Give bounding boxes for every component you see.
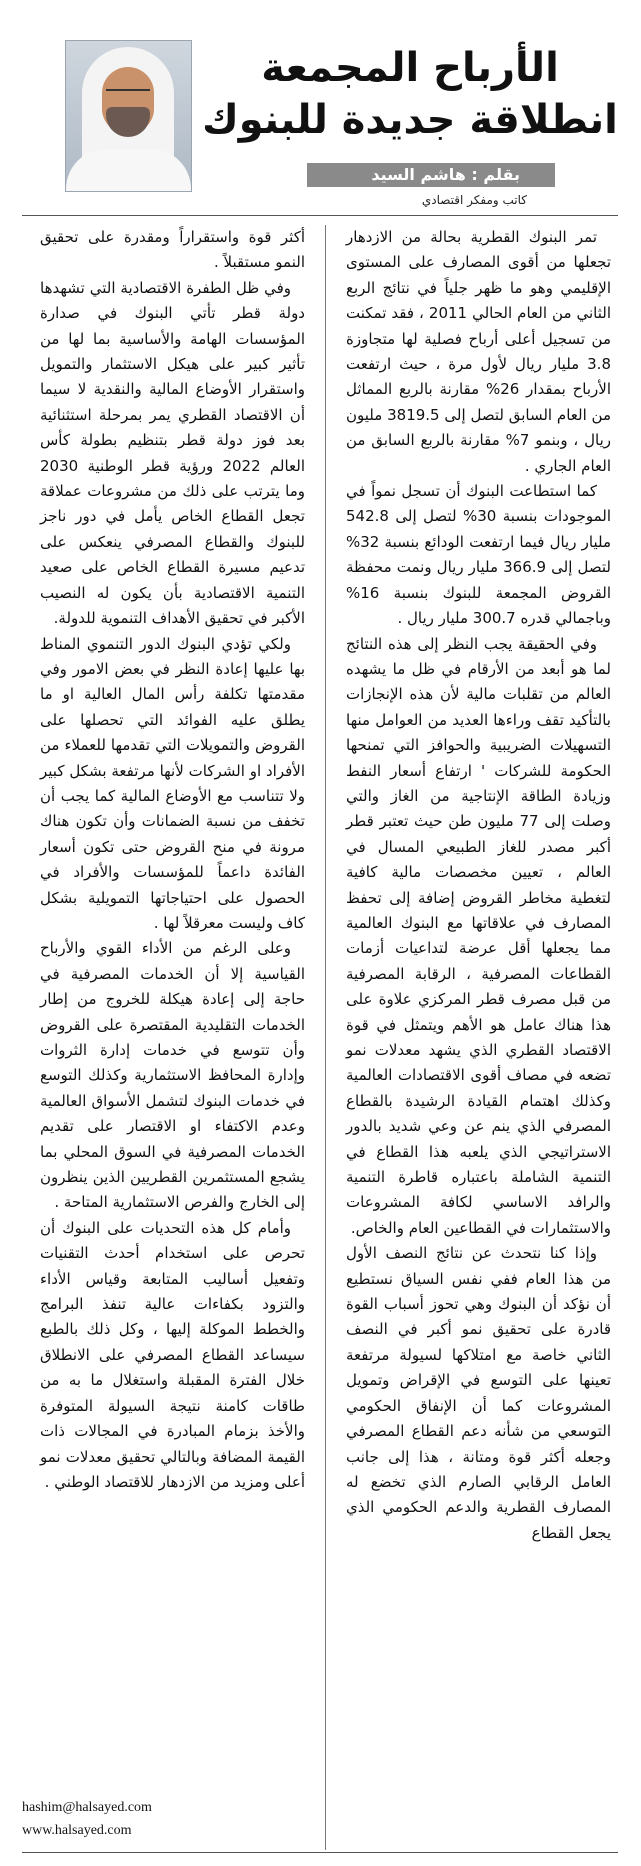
author-byline: بقلم : هاشم السيد — [371, 165, 520, 184]
column-divider — [325, 225, 326, 1850]
article-column-left — [40, 225, 305, 1495]
paragraph: ولكي تؤدي البنوك الدور التنموي المناط بها عليها إعادة النظر في بعض الامور وفي مقدمتها تكلفة رأس المال العالية او ما يطلق عليه الفوائد التي تحصلها على القروض والتمويلات التي تقدمها للعملاء من الأفراد او الشركات لأنها مرتفعة بشكل كبير ولا تتناسب مع الأوضاع المالية كما يجب أن تخفف من نسبة الضمانات وأن تكون هناك مرونة في منح القروض حتى تكون أسعار الفائدة داعماً للمؤسسات والأفراد في الحصول على احتياجاتها التمويلية بشكل كاف وليست معرقلاً لها . — [40, 634, 305, 932]
paragraph: وإذا كنا نتحدث عن نتائج النصف الأول من هذا العام ففي نفس السياق نستطيع أن نؤكد أن البنوك وهي تحوز أسباب القوة قادرة على تحقيق نمو أكبر في النصف الثاني خاصة مع امتلاكها لسيولة مرتفعة تعينها على التوسع في الإقراض وتمويل المشروعات كما أن الإنفاق الحكومي التوسعي من شأنه دعم القطاع المصرفي وجعله أكثر قوة ومتانة ، هذا إلى جانب العامل الرقابي الصارم الذي تخضع له المصارف القطرية والدعم الحكومي الذي يجعل القطاع — [346, 1244, 611, 1542]
paragraph: وفي ظل الطفرة الاقتصادية التي تشهدها دولة قطر تأتي البنوك في صدارة المؤسسات الهامة والأساسية بما لها من تأثير كبير على هيكل الاستثمار والتمويل واستقرار الأوضاع المالية والنقدية لا سيما أن الاقتصاد القطري يمر بمرحلة استثنائية بعد فوز دولة قطر بتنظيم بطولة كأس العالم 2022 ورؤية قطر الوطنية 2030 وما يترتب على ذلك من مشروعات عملاقة تجعل القطاع الخاص يأمل في دور ناجز للبنوك والقطاع المصرفي ينعكس على تدعيم مسيرة القطاع الخاص على صعيد التنمية الاقتصادية بأن يكون له النصيب الأكبر في تحقيق الأهداف التنموية للدولة. — [40, 278, 305, 628]
author-photo — [65, 40, 192, 192]
author-website[interactable]: www.halsayed.com — [22, 1823, 132, 1838]
paragraph: وأمام كل هذه التحديات على البنوك أن تحرص على استخدام أحدث التقنيات وتفعيل أساليب المتابعة وقياس الأداء والتزود بكفاءات عالية تنفذ البرامج والخطط الموكلة إليها ، وكل ذلك بالطبع سيساعد القطاع المصرفي على الانطلاق خلال الفترة المقبلة واستغلال ما به من طاقات كامنة نتيجة السيولة المتوفرة والأخذ بزمام المبادرة في المجالات ذات القيمة المضافة وبالتالي تحقيق معدلات نمو أعلى ومزيد من الازدهار للاقتصاد الوطني . — [40, 1218, 305, 1491]
paragraph: وعلى الرغم من الأداء القوي والأرباح القياسية إلا أن الخدمات المصرفية في حاجة إلى إعادة هيكلة للخروج من إطار الخدمات التقليدية المقتصرة على القروض وأن تتوسع في خدمات إدارة الثروات وإدارة المحافظ الاستثمارية وكذلك التوسع في خدمات البنوك لتشمل الأسواق العالمية وعدم الاكتفاء او الاقتصار على تقديم الخدمات المصرفية في السوق المحلي بما يشجع المستثمرين القطريين الذين ينظرون إلى الخارج والفرص الاستثمارية المتاحة . — [40, 939, 305, 1212]
author-role: كاتب ومفكر اقتصادي — [421, 193, 527, 207]
paragraph: أكثر قوة واستقراراً ومقدرة على تحقيق النمو مستقبلاً . — [40, 228, 305, 272]
author-email[interactable]: hashim@halsayed.com — [22, 1800, 152, 1815]
article-column-right — [346, 225, 611, 1546]
paragraph: كما استطاعت البنوك أن تسجل نمواً في الموجودات بنسبة 30% لتصل إلى 542.8 مليار ريال فيما ارتفعت الودائع بنسبة 32% لتصل إلى 366.9 مليار ريال ونمت محفظة القروض المجمعة للبنوك بنسبة 16% وباجمالي قدره 300.7 مليار ريال . — [346, 482, 612, 628]
paragraph: وفي الحقيقة يجب النظر إلى هذه النتائج لما هو أبعد من الأرقام في ظل ما يشهده العالم من تقلبات مالية لأن هذه الإنجازات بالتأكيد تقف وراءها العديد من العوامل منها التسهيلات الضريبية والحوافز التي تمنحها الحكومة للشركات ' ارتفاع أسعار النفط وزيادة الطاقة الإنتاجية من الغاز والتي وصلت إلى 77 مليون طن حيث تعتبر قطر أكبر مصدر للغاز الطبيعي المسال في العالم ، تعيين مخصصات مالية كافية لتغطية مخاطر القروض إضافة إلى تحفظ المصارف في علاقاتها مع البنوك العالمية مما يجعلها أقل عرضة لتداعيات أزمات القطاعات المصرفية ، الرقابة المصرفية من قبل مصرف قطر المركزي علاوة على هذا هناك عامل هو الأهم ويتمثل في قوة الاقتصاد القطري الذي يشهد معدلات نمو تضعه في مصاف أقوى الاقتصادات العالمية وكذلك اهتمام القيادة الرشيدة بالقطاع المصرفي الذي ينم عن وعي شديد بالدور الاستراتيجي الذي يلعبه هذا القطاع في التنمية الشاملة باعتباره قاطرة التنمية والرافد الاساسي لكافة المشروعات والاستثمارات في القطاعين العام والخاص. — [346, 634, 611, 1237]
top-divider — [22, 215, 618, 216]
paragraph: تمر البنوك القطرية بحالة من الازدهار تجعلها من أقوى المصارف على المستوى الإقليمي وهو ما ظهر جلياً في نتائج الربع الثاني من العام الحالي 2011 ، فقد تمكنت من تسجيل أعلى أرباح فصلية لها متجاوزة 3.8 مليار ريال لأول مرة ، حيث ارتفعت الأرباح بمقدار 26% مقارنة بالربع المماثل من العام السابق لتصل إلى 3819.5 مليون ريال ، وبنمو 7% مقارنة بالربع السابق من العام الجاري . — [346, 228, 611, 475]
article-title: الأرباح المجمعة انطلاقة جديدة للبنوك — [202, 45, 618, 143]
bottom-divider — [22, 1852, 618, 1853]
